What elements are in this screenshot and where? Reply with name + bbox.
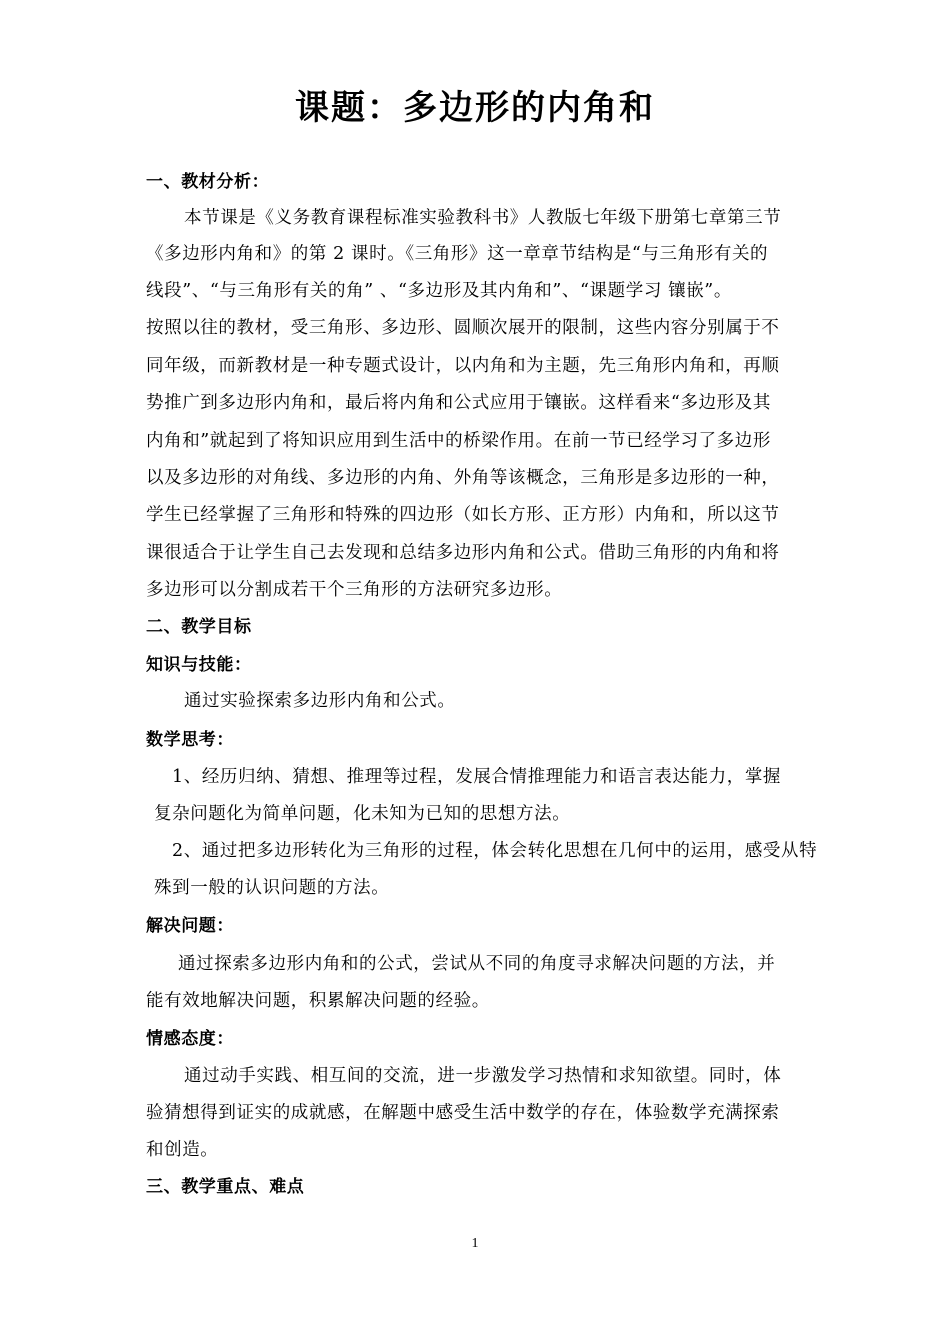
page-title: 课题：多边形的内角和 [295, 88, 655, 128]
paragraph-line: 2、通过把多边形转化为三角形的过程，体会转化思想在几何中的运用，感受从特 [172, 841, 818, 861]
subheading-problem-solving: 解决问题： [146, 916, 234, 936]
paragraph-line: 多边形可以分割成若干个三角形的方法研究多边形。 [146, 580, 563, 600]
paragraph-line: 按照以往的教材，受三角形、多边形、圆顺次展开的限制，这些内容分别属于不 [146, 318, 780, 338]
subheading-knowledge: 知识与技能： [146, 655, 252, 675]
paragraph-line: 学生已经掌握了三角形和特殊的四边形（如长方形、正方形）内角和，所以这节 [146, 505, 780, 525]
paragraph-line: 1、经历归纳、猜想、推理等过程，发展合情推理能力和语言表达能力，掌握 [172, 767, 782, 787]
paragraph-line: 以及多边形的对角线、多边形的内角、外角等该概念，三角形是多边形的一种， [146, 468, 780, 488]
subheading-attitude: 情感态度： [146, 1029, 234, 1049]
page-number: 1 [471, 1236, 479, 1251]
paragraph-line: 验猜想得到证实的成就感，在解题中感受生活中数学的存在，体验数学充满探索 [146, 1103, 780, 1123]
paragraph-line: 和创造。 [146, 1140, 219, 1160]
paragraph-line: 内角和”就起到了将知识应用到生活中的桥梁作用。在前一节已经学习了多边形 [146, 431, 771, 451]
paragraph-line: 势推广到多边形内角和，最后将内角和公式应用于镶嵌。这样看来“多边形及其 [146, 393, 771, 413]
paragraph-line: 课很适合于让学生自己去发现和总结多边形内角和公式。借助三角形的内角和将 [146, 543, 780, 563]
paragraph-line: 殊到一般的认识问题的方法。 [154, 878, 390, 898]
section-heading-objectives: 二、教学目标 [146, 617, 252, 637]
section-heading-analysis: 一、教材分析： [146, 172, 270, 192]
paragraph-line: 通过探索多边形内角和的公式，尝试从不同的角度寻求解决问题的方法，并 [178, 954, 776, 974]
paragraph-line: 同年级，而新教材是一种专题式设计，以内角和为主题，先三角形内角和，再顺 [146, 356, 780, 376]
paragraph-line: 复杂问题化为简单问题，化未知为已知的思想方法。 [154, 804, 571, 824]
paragraph-line: 线段”、“与三角形有关的角” 、“多边形及其内角和”、“课题学习 镶嵌”。 [146, 281, 732, 301]
paragraph-line: 通过实验探索多边形内角和公式。 [184, 691, 456, 711]
paragraph-line: 通过动手实践、相互间的交流，进一步激发学习热情和求知欲望。同时，体 [184, 1066, 782, 1086]
section-heading-keypoints: 三、教学重点、难点 [146, 1177, 305, 1197]
paragraph-line: 《多边形内角和》的第 2 课时。《三角形》这一章章节结构是“与三角形有关的 [146, 244, 769, 264]
subheading-thinking: 数学思考： [146, 730, 234, 750]
paragraph-line: 本节课是《义务教育课程标准实验教科书》人教版七年级下册第七章第三节 [184, 208, 782, 228]
paragraph-line: 能有效地解决问题，积累解决问题的经验。 [146, 991, 490, 1011]
